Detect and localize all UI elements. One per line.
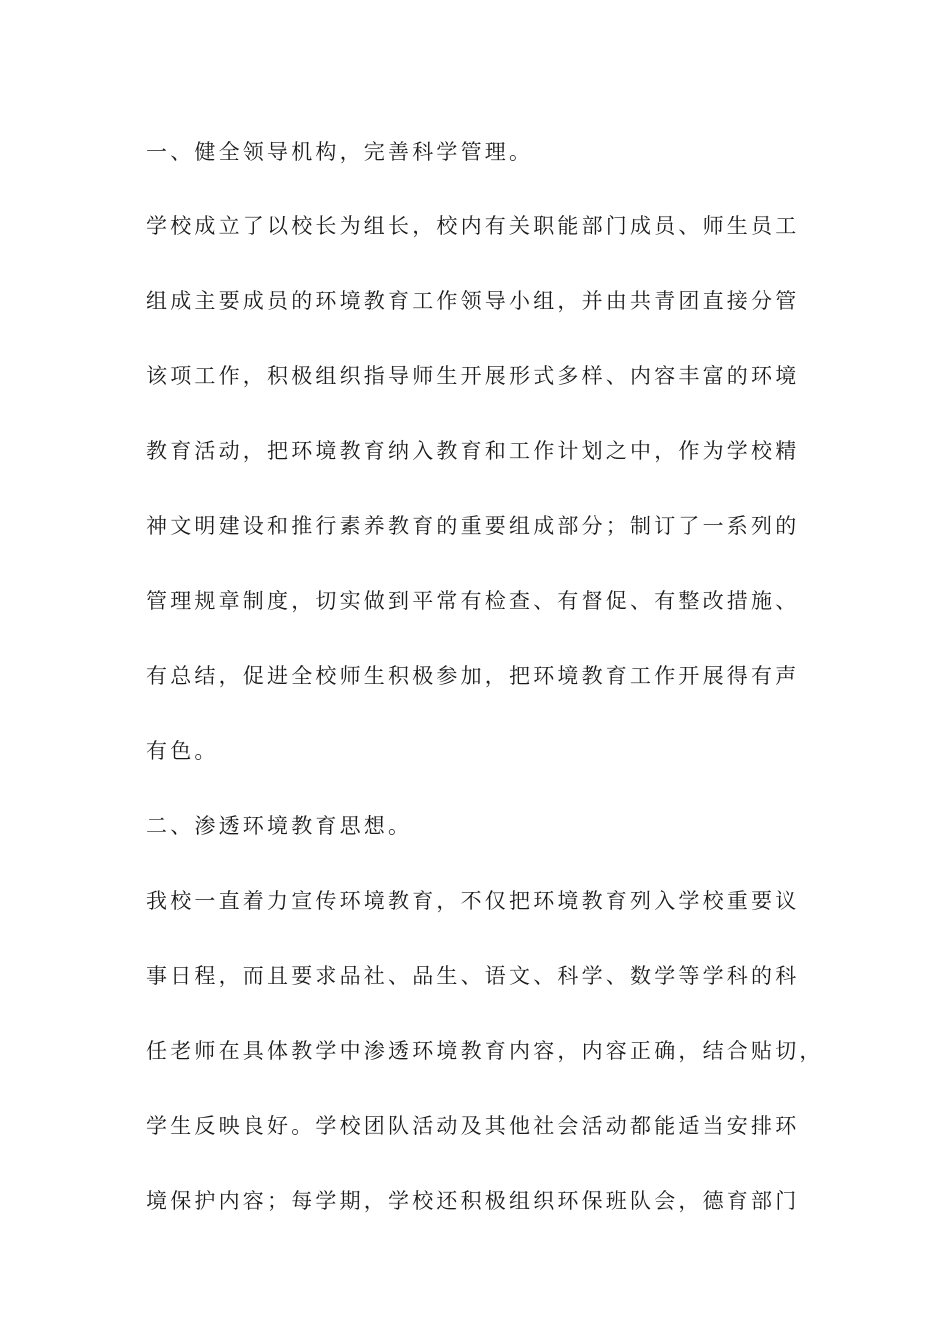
paragraph-line: 该项工作，积极组织指导师生开展形式多样、内容丰富的环境: [146, 364, 800, 388]
paragraph-line: 事日程，而且要求品社、品生、语文、科学、数学等学科的科: [146, 964, 800, 988]
paragraph-line: 有总结，促进全校师生积极参加，把环境教育工作开展得有声: [146, 664, 800, 688]
paragraph-line: 有色。: [146, 739, 219, 763]
paragraph-line: 教育活动，把环境教育纳入教育和工作计划之中，作为学校精: [146, 439, 800, 463]
paragraph-line: 学校成立了以校长为组长，校内有关职能部门成员、师生员工: [146, 214, 800, 238]
section-heading-2: 二、渗透环境教育思想。: [146, 814, 413, 838]
paragraph-line: 任老师在具体教学中渗透环境教育内容，内容正确，结合贴切，: [146, 1039, 824, 1063]
section-heading-1: 一、健全领导机构，完善科学管理。: [146, 140, 534, 164]
paragraph-line: 管理规章制度，切实做到平常有检查、有督促、有整改措施、: [146, 589, 800, 613]
paragraph-line: 学生反映良好。学校团队活动及其他社会活动都能适当安排环: [146, 1114, 800, 1138]
paragraph-line: 境保护内容；每学期，学校还积极组织环保班队会，德育部门: [146, 1189, 800, 1213]
paragraph-line: 我校一直着力宣传环境教育，不仅把环境教育列入学校重要议: [146, 889, 800, 913]
paragraph-line: 组成主要成员的环境教育工作领导小组，并由共青团直接分管: [146, 289, 800, 313]
paragraph-line: 神文明建设和推行素养教育的重要组成部分；制订了一系列的: [146, 514, 800, 538]
